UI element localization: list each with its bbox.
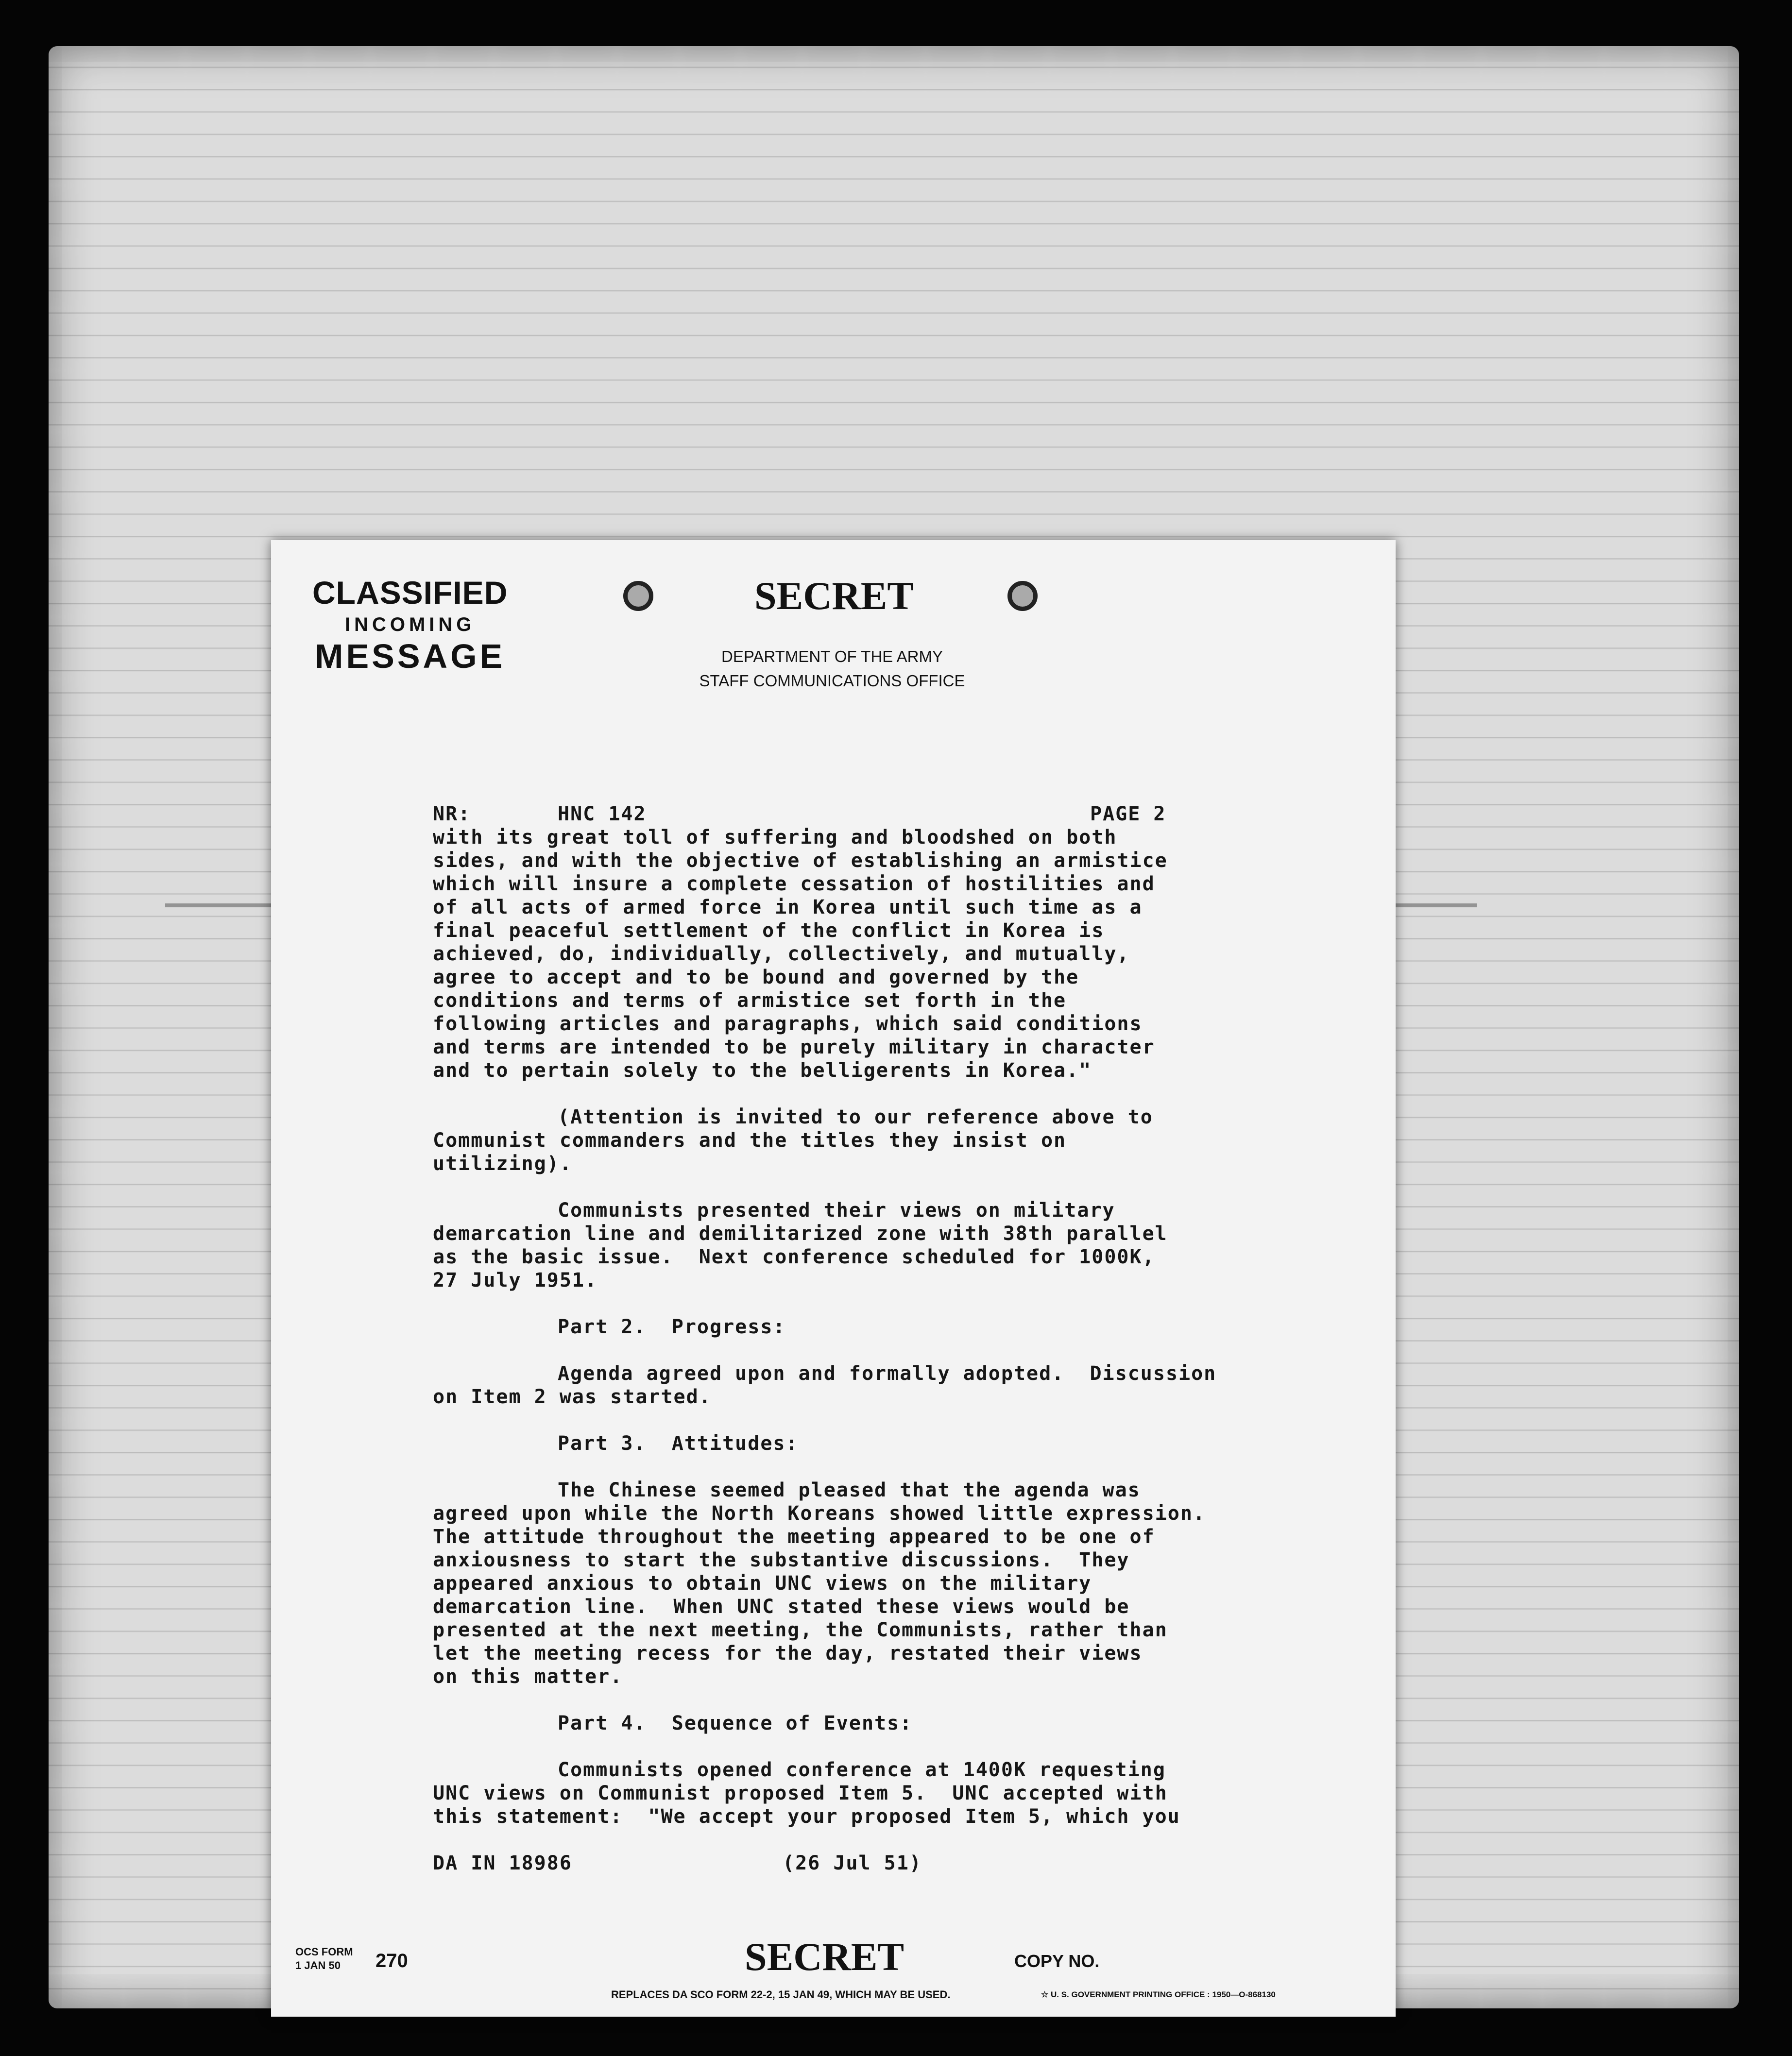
office-name: STAFF COMMUNICATIONS OFFICE — [699, 672, 965, 690]
classified-incoming-message-block — [312, 574, 508, 676]
text-line: on Item 2 was started. — [433, 1386, 712, 1408]
text-line: (Attention is invited to our reference above to — [558, 1106, 1153, 1128]
text-line: as the basic issue. Next conference scheduled for 1000K, — [433, 1246, 1155, 1268]
message-date: (26 Jul 51) — [783, 1852, 922, 1874]
text-line: with its great toll of suffering and bloodshed on both — [433, 826, 1117, 849]
text-line: UNC views on Communist proposed Item 5. UNC accepted with — [433, 1782, 1168, 1804]
incoming-label: INCOMING — [344, 614, 476, 635]
nr-label: NR: — [433, 803, 471, 825]
form-identifier — [295, 1945, 408, 1972]
message-reference — [433, 1852, 1288, 1875]
classification-footer: SECRET — [745, 1935, 905, 1979]
text-line: on this matter. — [433, 1665, 623, 1688]
text-line: utilizing). — [433, 1153, 572, 1175]
form-label: OCS FORM — [295, 1946, 353, 1958]
text-line: achieved, do, individually, collectively, and mutually, — [433, 943, 1130, 965]
part-3-heading: Part 3. Attitudes: — [558, 1432, 799, 1455]
text-line: sides, and with the objective of establishing an armistice — [433, 850, 1168, 872]
form-date: 1 JAN 50 — [295, 1959, 341, 1971]
text-line: which will insure a complete cessation of hostilities and — [433, 873, 1155, 895]
text-line: agree to accept and to be bound and governed by the — [433, 966, 1079, 988]
department-block — [660, 645, 1005, 693]
message-sheet — [271, 540, 1396, 2017]
paragraph-3 — [433, 1199, 1288, 1292]
text-line: following articles and paragraphs, which said conditions — [433, 1013, 1143, 1035]
text-line: of all acts of armed force in Korea until such time as a — [433, 896, 1143, 918]
text-line: presented at the next meeting, the Communists, rather than — [433, 1619, 1168, 1641]
part-2-heading: Part 2. Progress: — [558, 1316, 786, 1338]
punch-hole-left-icon — [623, 581, 653, 611]
text-line: and terms are intended to be purely military in character — [433, 1036, 1155, 1058]
form-number: 270 — [375, 1950, 408, 1971]
paragraph-6 — [433, 1758, 1288, 1828]
text-line: anxiousness to start the substantive discussions. They — [433, 1549, 1130, 1571]
text-line: agreed upon while the North Koreans showed little expression. — [433, 1502, 1206, 1525]
classified-label: CLASSIFIED — [312, 575, 508, 611]
paragraph-4 — [433, 1362, 1288, 1409]
text-line: this statement: "We accept your proposed Item 5, which you — [433, 1805, 1180, 1828]
nr-line — [433, 802, 1288, 826]
part-4-heading: Part 4. Sequence of Events: — [558, 1712, 913, 1734]
text-line: 27 July 1951. — [433, 1269, 598, 1291]
text-line: demarcation line. When UNC stated these views would be — [433, 1596, 1130, 1618]
text-line: Communist commanders and the titles they insist on — [433, 1129, 1067, 1152]
page-number: PAGE 2 — [1090, 803, 1166, 825]
paragraph-5 — [433, 1478, 1288, 1688]
text-line: demarcation line and demilitarized zone with 38th parallel — [433, 1223, 1168, 1245]
text-line: and to pertain solely to the belligerents in Korea." — [433, 1059, 1092, 1082]
text-line: Communists presented their views on military — [558, 1199, 1115, 1222]
message-body — [433, 802, 1288, 1875]
text-line: final peaceful settlement of the conflict in Korea is — [433, 919, 1105, 942]
text-line: conditions and terms of armistice set forth in the — [433, 989, 1067, 1012]
paragraph-1 — [433, 826, 1288, 1082]
message-label: MESSAGE — [315, 637, 506, 675]
printing-office-notice: ☆ U. S. GOVERNMENT PRINTING OFFICE : 1950—O-868130 — [1041, 1990, 1276, 1999]
copy-number-label: COPY NO. — [1014, 1951, 1100, 1971]
replaces-notice: REPLACES DA SCO FORM 22-2, 15 JAN 49, WHICH MAY BE USED. — [611, 1988, 951, 2001]
paragraph-2 — [433, 1105, 1288, 1175]
classification-header: SECRET — [754, 574, 914, 618]
text-line: The Chinese seemed pleased that the agenda was — [558, 1479, 1141, 1501]
text-line: The attitude throughout the meeting appeared to be one of — [433, 1526, 1155, 1548]
text-line: Agenda agreed upon and formally adopted. Discussion — [558, 1362, 1217, 1385]
nr-value: HNC 142 — [558, 803, 647, 825]
text-line: appeared anxious to obtain UNC views on the military — [433, 1572, 1092, 1595]
punch-hole-right-icon — [1007, 581, 1038, 611]
da-in-number: DA IN 18986 — [433, 1852, 572, 1874]
text-line: let the meeting recess for the day, restated their views — [433, 1642, 1143, 1665]
text-line: Communists opened conference at 1400K requesting — [558, 1759, 1166, 1781]
department-name: DEPARTMENT OF THE ARMY — [721, 647, 943, 665]
